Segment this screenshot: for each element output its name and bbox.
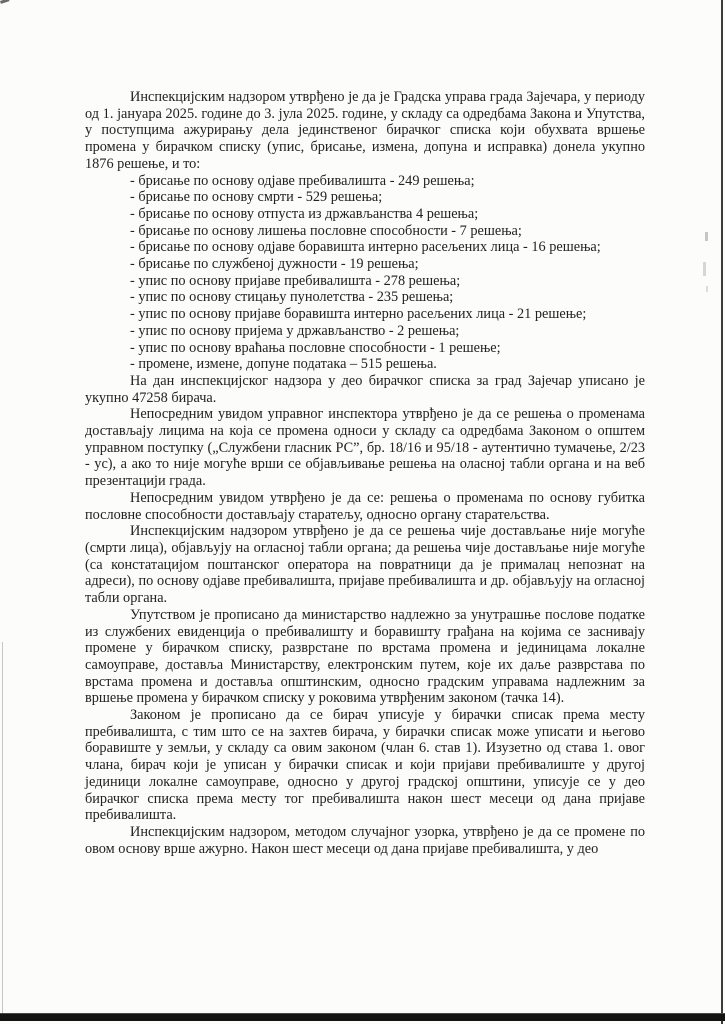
list-item: - упис по основу пријаве боравишта интерно расељених лица - 21 решење; bbox=[130, 306, 587, 323]
scan-artifact-speckle bbox=[705, 232, 708, 241]
scan-artifact-speckle bbox=[703, 262, 706, 276]
paragraph: Непосредним увидом управног инспектора утврђено је да се решења о променама достављају лицима на која се промена односи у складу са одредбама Законом о општем управном поступку („Службени гласник РС”, бр. 18/16 и 95/18 - аутентично тумачење, 2/23 - ус), а ако то није могуће врши се објављивање решења на оласној табли органа и на веб презентацији града. bbox=[85, 406, 645, 490]
scan-artifact-corner-mark bbox=[0, 0, 9, 4]
paragraph: Инспекцијским надзором, методом случајног узорка, утврђено је да се промене по овом основу врше ажурно. Након шест месеци од дана пријаве пребивалишта, у део bbox=[85, 823, 645, 857]
list-item: - брисање по основу смрти - 529 решења; bbox=[130, 189, 383, 206]
paragraph: Непосредним увидом утврђено је да се: решења о променама по основу губитка пословне способности достављају старатељу, односно органу старатељства. bbox=[85, 489, 645, 523]
list-item: - брисање по основу лишења пословне способности - 7 решења; bbox=[130, 222, 522, 239]
scan-artifact-bottom-edge-bar bbox=[0, 1013, 725, 1021]
list-item: - брисање по основу одјаве пребивалишта - 249 решења; bbox=[130, 172, 475, 189]
document-body bbox=[85, 89, 645, 857]
paragraph: Инспекцијским надзором утврђено је да је Градска управа града Зајечара, у периоду од 1. јануара 2025. године до 3. јула 2025. године, у складу са одредбама Закона и Упутства, у поступцима ажурирању дела јединственог бирачког списка који обухвата вршење промена у бирачком списку (упис, брисање, измена, допуна и исправка) донела укупно 1876 решење, и то: bbox=[85, 89, 645, 172]
paragraph: Законом је прописано да се бирач уписује у бирачки списак према месту пребивалишта, с тим што се на захтев бирача, у бирачки списак може уписати и његово боравиште у земљи, у складу са овим законом (члан 6. став 1). Изузетно од става 1. овог члана, бирач који је уписан у бирачки списак и који пријави пребивалиште у другој јединици локалне самоуправе, односно у другој градској општини, уписује се у део бирачког списка према месту тог пребивалишта након шест месеци од дана пријаве пребивалишта. bbox=[85, 707, 645, 824]
list-item: - упис по основу стицању пунолетства - 235 решења; bbox=[130, 289, 454, 306]
scan-artifact-speckle bbox=[706, 286, 708, 292]
list-item: - брисање по основу одјаве боравишта интерно расељених лица - 16 решења; bbox=[130, 239, 601, 256]
list-item: - брисање по основу отпуста из држављанства 4 решења; bbox=[130, 205, 479, 222]
paragraph: На дан инспекцијског надзора у део бирачког списка за град Зајечар уписано је укупно 47258 бирача. bbox=[85, 372, 645, 406]
paragraph: Инспекцијским надзором утврђено је да се решења чије достављање није могуће (смрти лица), објављују на огласној табли органа; да решења чије достављање није могуће (са констатацијом поштанског оператора на повратници да је прималац непознат на адреси), по основу одјаве пребивалишта, пријаве пребивалишта и др. објављују на огласној табли органа. bbox=[85, 523, 645, 607]
list-item: - упис по основу пријаве пребивалишта - 278 решења; bbox=[130, 272, 461, 289]
list-item: - промене, измене, допуне података – 515 решења. bbox=[130, 356, 437, 373]
list-item: - упис по основу враћања пословне способности - 1 решење; bbox=[130, 339, 501, 356]
list-item: - упис по основу пријема у држављанство - 2 решења; bbox=[130, 322, 460, 339]
list-item: - брисање по службеној дужности - 19 решења; bbox=[130, 256, 419, 273]
scan-artifact-left-edge-line bbox=[2, 642, 3, 1016]
paragraph: Упутством је прописано да министарство надлежно за унутрашње послове податке из службених евиденција о пребивалишту и боравишту грађана на којима се заснивају промене у бирачком списку, разврстане по врстама промена и јединицама локалне самоуправе, доставља Министарству, електронским путем, које их даље разврстава по врстама промена и доставља општинским, односно градским управама надлежним за вршење промена у бирачком списку у роковима утврђеним законом (тачка 14). bbox=[85, 606, 645, 707]
scan-artifact-right-edge-line bbox=[721, 0, 723, 1024]
